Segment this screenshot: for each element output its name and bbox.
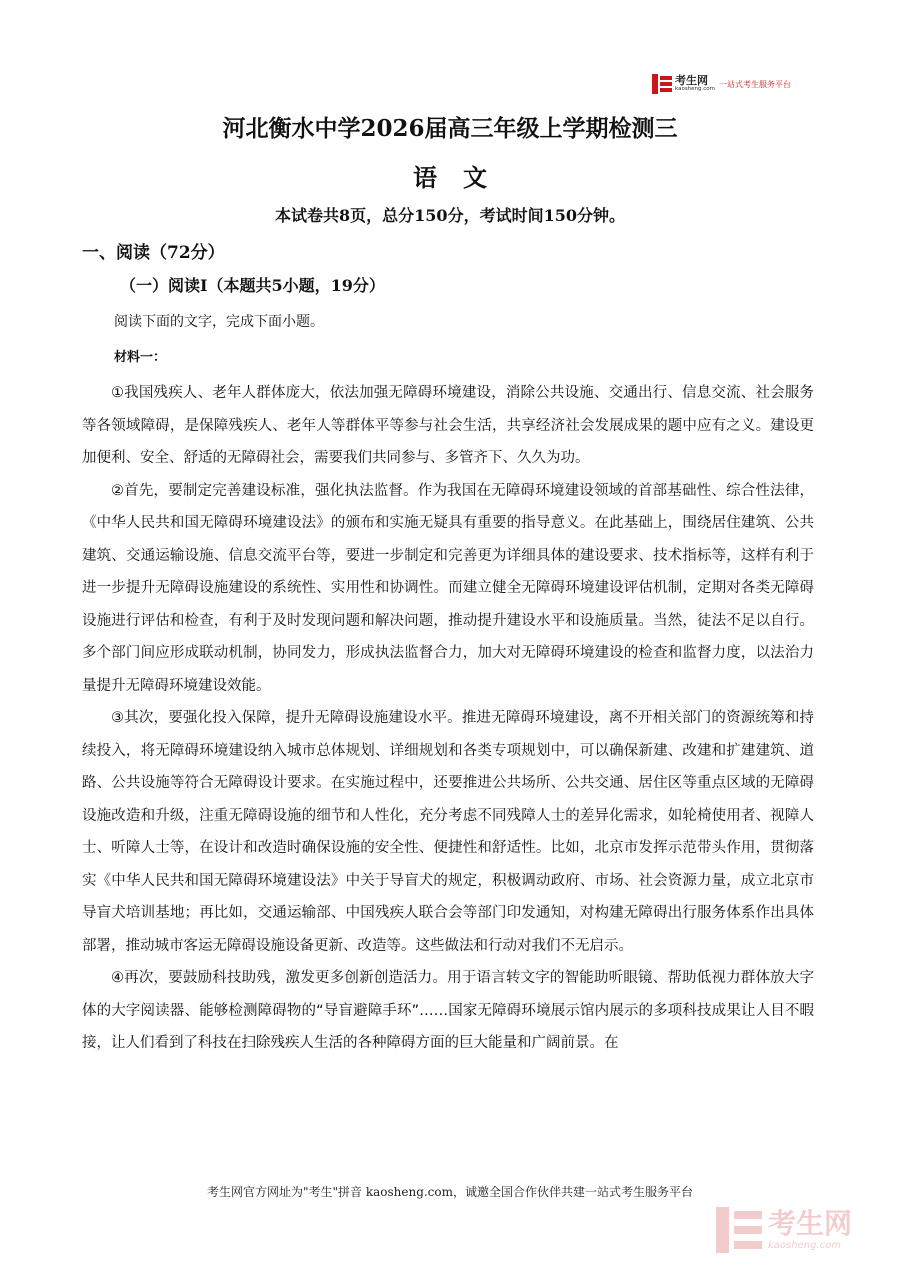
paragraph-3: ③其次，要强化投入保障，提升无障碍设施建设水平。推进无障碍环境建设，离不开相关部门的资源统筹和持续投入，将无障碍环境建设纳入城市总体规划、详细规划和各类专项规划中，可以确保新建、改建和扩建建筑、道路、公共设施等符合无障碍设计要求。在实施过程中，还要推进公共场所、公共交通、居住区等重点区域的无障碍设施改造和升级，注重无障碍设施的细节和人性化，充分考虑不同残障人士的差异化需求，如轮椅使用者、视障人士、听障人士等，在设计和改造时确保设施的安全性、便捷性和舒适性。比如，北京市发挥示范带头作用，贯彻落实《中华人民共和国无障碍环境建设法》中关于导盲犬的规定，积极调动政府、市场、社会资源力量，成立北京市导盲犬培训基地；再比如，交通运输部、中国残疾人联合会等部门印发通知，对构建无障碍出行服务体系作出具体部署，推动城市客运无障碍设施设备更新、改造等。这些做法和行动对我们不无启示。 bbox=[82, 710, 814, 954]
watermark-logo-icon bbox=[716, 1207, 762, 1253]
paragraph-2: ②首先，要制定完善建设标准，强化执法监督。作为我国在无障碍环境建设领域的首部基础性、综合性法律，《中华人民共和国无障碍环境建设法》的颁布和实施无疑具有重要的指导意义。在此基础上，围绕居住建筑、公共建筑、交通运输设施、信息交流平台等，要进一步制定和完善更为详细具体的建设要求、技术指标等，这样有利于进一步提升无障碍设施建设的系统性、实用性和协调性。而建立健全无障碍环境建设评估机制，定期对各类无障碍设施进行评估和检查，有利于及时发现问题和解决问题，推动提升建设水平和设施质量。当然，徒法不足以自行。多个部门间应形成联动机制，协同发力，形成执法监督合力，加大对无障碍环境建设的检查和监督力度，以法治力量提升无障碍环境建设效能。 bbox=[82, 482, 814, 694]
material-body bbox=[82, 377, 814, 1060]
kaosheng-logo-icon bbox=[652, 74, 672, 94]
logo-slogan: 一站式考生服务平台 bbox=[719, 79, 792, 89]
watermark-domain: kaosheng.com bbox=[768, 1239, 841, 1251]
site-logo[interactable] bbox=[652, 72, 791, 96]
watermark bbox=[716, 1200, 886, 1260]
watermark-name: 考生网 bbox=[768, 1206, 853, 1240]
paragraph-4: ④再次，要鼓励科技助残，激发更多创新创造活力。用于语言转文字的智能助听眼镜、帮助低视力群体放大字体的大字阅读器、能够检测障碍物的“导盲避障手环”……国家无障碍环境展示馆内展示的多项科技成果让人目不暇接，让人们看到了科技在扫除残疾人生活的各种障碍方面的巨大能量和广阔前景。在 bbox=[82, 970, 814, 1051]
logo-domain: kaosheng.com bbox=[675, 86, 716, 93]
instruction-text: 阅读下面的文字，完成下面小题。 bbox=[114, 314, 324, 330]
logo-name: 考生网 bbox=[675, 74, 708, 88]
subject-title: 语文 bbox=[413, 163, 513, 192]
paragraph-1: ①我国残疾人、老年人群体庞大，依法加强无障碍环境建设，消除公共设施、交通出行、信息交流、社会服务等各领域障碍，是保障残疾人、老年人等群体平等参与社会生活，共享经济社会发展成果的题中应有之义。建设更加便利、安全、舒适的无障碍社会，需要我们共同参与、多管齐下、久久为功。 bbox=[82, 385, 814, 466]
footer-note: 考生网官方网址为"考生"拼音 kaosheng.com，诚邀全国合作伙伴共建一站式考生服务平台 bbox=[206, 1185, 694, 1199]
subsection-heading: （一）阅读Ⅰ（本题共5小题，19分） bbox=[120, 276, 385, 295]
exam-info: 本试卷共8页，总分150分，考试时间150分钟。 bbox=[275, 206, 625, 225]
exam-title: 河北衡水中学2026届高三年级上学期检测三 bbox=[222, 115, 678, 142]
section-heading: 一、阅读（72分） bbox=[82, 243, 225, 263]
material-label: 材料一： bbox=[114, 350, 167, 365]
